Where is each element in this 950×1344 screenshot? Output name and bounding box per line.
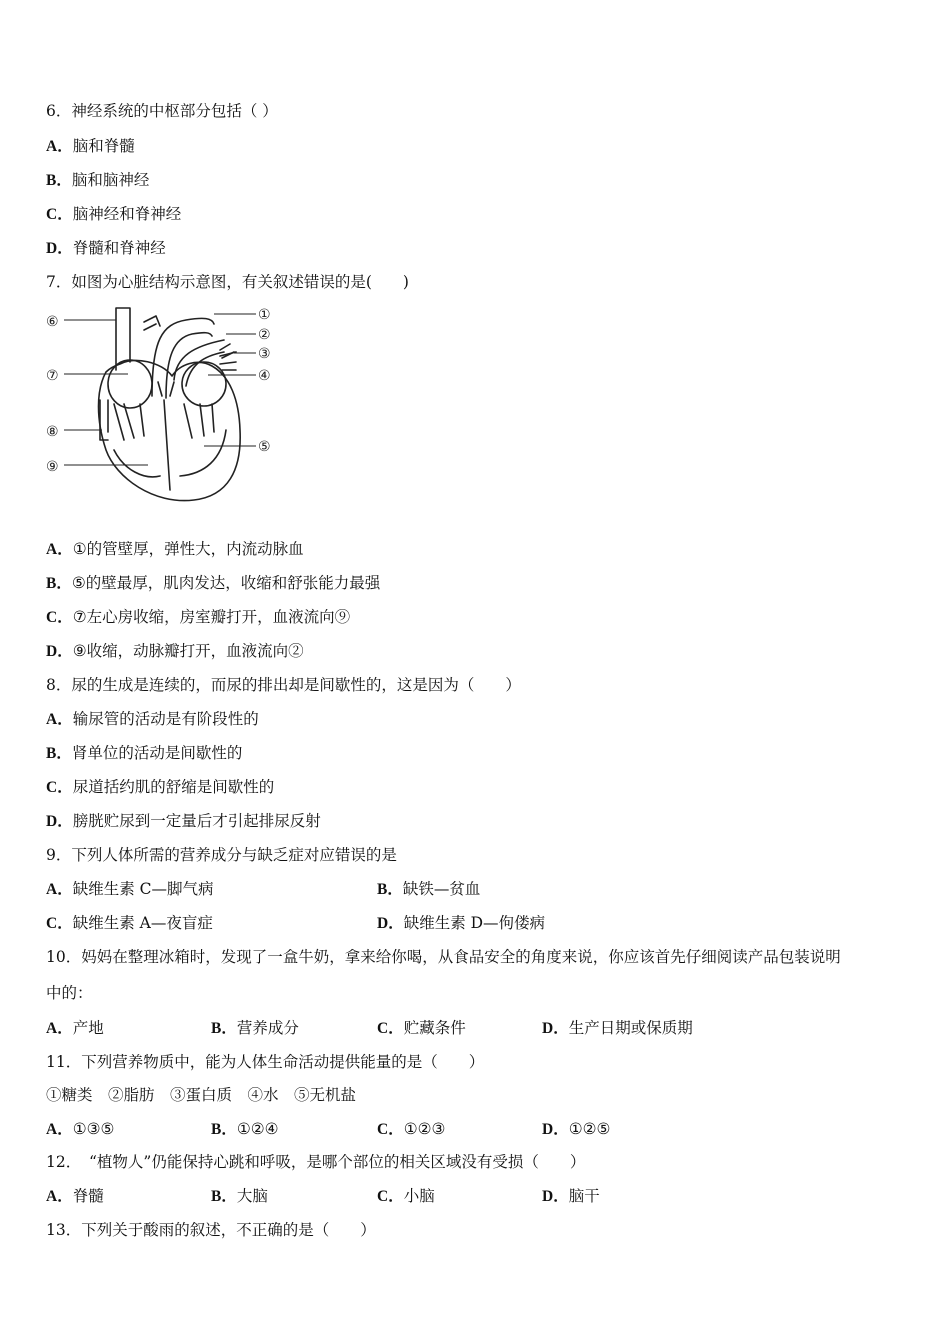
q10-option-d xyxy=(542,1018,693,1039)
option-letter: B． xyxy=(377,881,403,898)
option-letter: C． xyxy=(46,206,73,223)
q7-option-c xyxy=(46,607,350,628)
option-text: ①②④ xyxy=(236,1120,279,1138)
option-letter: A． xyxy=(46,1020,73,1037)
label-4: ④ xyxy=(258,368,271,384)
q8-option-a xyxy=(46,709,259,730)
option-text: 尿道括约肌的舒缩是间歇性的 xyxy=(72,778,275,796)
q9-option-d xyxy=(377,913,545,934)
option-text: ①②⑤ xyxy=(568,1120,611,1138)
option-text: ①③⑤ xyxy=(72,1120,115,1138)
question-10-stem-line2: 中的： xyxy=(46,984,93,1002)
q12-option-d xyxy=(542,1186,600,1207)
label-6: ⑥ xyxy=(46,314,59,330)
mitral-valve xyxy=(184,404,214,438)
option-text: 缺铁—贫血 xyxy=(402,880,481,898)
option-text: 大脑 xyxy=(236,1187,268,1205)
option-text: 脊髓 xyxy=(72,1187,104,1205)
option-text: 生产日期或保质期 xyxy=(568,1019,693,1037)
option-letter: D． xyxy=(46,813,73,830)
option-letter: B． xyxy=(211,1121,237,1138)
option-letter: C． xyxy=(377,1121,404,1138)
question-8-stem: 8．尿的生成是连续的，而尿的排出却是间歇性的，这是因为（ ） xyxy=(46,676,521,694)
option-text: 产地 xyxy=(72,1019,104,1037)
question-10-stem-line1: 10．妈妈在整理冰箱时，发现了一盒牛奶，拿来给你喝，从食品安全的角度来说，你应该首先仔细阅读产品包装说明 xyxy=(46,948,841,966)
option-letter: B． xyxy=(46,575,72,592)
option-letter: C． xyxy=(46,779,73,796)
label-3: ③ xyxy=(258,346,271,362)
option-letter: C． xyxy=(46,915,73,932)
question-9-stem: 9．下列人体所需的营养成分与缺乏症对应错误的是 xyxy=(46,846,397,864)
option-letter: B． xyxy=(46,172,72,189)
right-atrium xyxy=(108,360,152,408)
question-13-stem: 13．下列关于酸雨的叙述，不正确的是（ ） xyxy=(46,1221,376,1239)
option-letter: C． xyxy=(377,1020,404,1037)
option-text: 膀胱贮尿到一定量后才引起排尿反射 xyxy=(72,812,321,830)
septum xyxy=(164,400,170,490)
q6-option-d xyxy=(46,238,166,259)
question-6-stem: 6．神经系统的中枢部分包括（ ） xyxy=(46,102,278,120)
q10-option-a xyxy=(46,1018,104,1039)
option-letter: B． xyxy=(211,1188,237,1205)
q9-option-a xyxy=(46,879,214,900)
option-letter: A． xyxy=(46,1188,73,1205)
option-text: ⑨收缩，动脉瓣打开，血液流向② xyxy=(72,642,304,660)
question-7-stem: 7．如图为心脏结构示意图，有关叙述错误的是( ) xyxy=(46,273,409,291)
option-letter: C． xyxy=(46,609,73,626)
option-letter: A． xyxy=(46,138,73,155)
q9-option-b xyxy=(377,879,480,900)
q8-option-b xyxy=(46,743,242,764)
left-ventricle xyxy=(180,430,226,476)
option-text: 脑和脑神经 xyxy=(71,171,150,189)
label-5: ⑤ xyxy=(258,439,271,455)
option-letter: A． xyxy=(46,711,73,728)
question-12-stem: 12． “植物人”仍能保持心跳和呼吸，是哪个部位的相关区域没有受损（ ） xyxy=(46,1153,586,1171)
option-letter: D． xyxy=(542,1188,569,1205)
heart-diagram-svg xyxy=(44,300,276,515)
q6-option-a xyxy=(46,136,135,157)
label-1: ① xyxy=(258,307,271,323)
option-text: 肾单位的活动是间歇性的 xyxy=(71,744,243,762)
q12-option-b xyxy=(211,1186,268,1207)
q11-option-d xyxy=(542,1119,610,1140)
option-letter: D． xyxy=(542,1020,569,1037)
q11-option-a xyxy=(46,1119,114,1140)
option-text: ①②③ xyxy=(403,1120,446,1138)
option-text: 缺维生素 C—脚气病 xyxy=(72,880,214,898)
q12-option-c xyxy=(377,1186,435,1207)
option-letter: A． xyxy=(46,541,73,558)
q7-option-d xyxy=(46,641,304,662)
option-text: 贮藏条件 xyxy=(403,1019,466,1037)
option-text: ①的管壁厚，弹性大，内流动脉血 xyxy=(72,540,304,558)
option-letter: A． xyxy=(46,881,73,898)
question-11-stem: 11．下列营养物质中，能为人体生命活动提供能量的是（ ） xyxy=(46,1053,485,1071)
option-text: 营养成分 xyxy=(236,1019,299,1037)
question-11-items: ①糖类 ②脂肪 ③蛋白质 ④水 ⑤无机盐 xyxy=(46,1086,357,1104)
tricuspid-valve xyxy=(114,404,144,440)
heart-structure-diagram xyxy=(44,300,276,515)
q7-option-a xyxy=(46,539,304,560)
option-letter: D． xyxy=(46,240,73,257)
q8-option-c xyxy=(46,777,274,798)
q6-option-c xyxy=(46,204,181,225)
option-text: ⑤的壁最厚，肌肉发达，收缩和舒张能力最强 xyxy=(71,574,381,592)
q9-option-c xyxy=(46,913,213,934)
option-letter: D． xyxy=(542,1121,569,1138)
option-text: 缺维生素 D—佝偻病 xyxy=(403,914,546,932)
option-letter: B． xyxy=(211,1020,237,1037)
q8-option-d xyxy=(46,811,321,832)
label-2: ② xyxy=(258,327,271,343)
q11-option-c xyxy=(377,1119,445,1140)
q6-option-b xyxy=(46,170,149,191)
option-text: 脑干 xyxy=(568,1187,600,1205)
option-text: ⑦左心房收缩，房室瓣打开，血液流向⑨ xyxy=(72,608,351,626)
option-text: 小脑 xyxy=(403,1187,435,1205)
label-9: ⑨ xyxy=(46,459,59,475)
option-text: 输尿管的活动是有阶段性的 xyxy=(72,710,259,728)
option-text: 脑和脊髓 xyxy=(72,137,135,155)
option-letter: C． xyxy=(377,1188,404,1205)
option-text: 脊髓和脊神经 xyxy=(72,239,166,257)
option-text: 脑神经和脊神经 xyxy=(72,205,182,223)
option-letter: A． xyxy=(46,1121,73,1138)
q12-option-a xyxy=(46,1186,104,1207)
label-8: ⑧ xyxy=(46,424,59,440)
option-letter: D． xyxy=(377,915,404,932)
option-letter: D． xyxy=(46,643,73,660)
label-7: ⑦ xyxy=(46,368,59,384)
pulmonary-vein xyxy=(220,352,236,370)
q10-option-b xyxy=(211,1018,299,1039)
left-atrium xyxy=(182,362,226,406)
option-letter: B． xyxy=(46,745,72,762)
q7-option-b xyxy=(46,573,380,594)
q11-option-b xyxy=(211,1119,279,1140)
q10-option-c xyxy=(377,1018,466,1039)
option-text: 缺维生素 A—夜盲症 xyxy=(72,914,213,932)
